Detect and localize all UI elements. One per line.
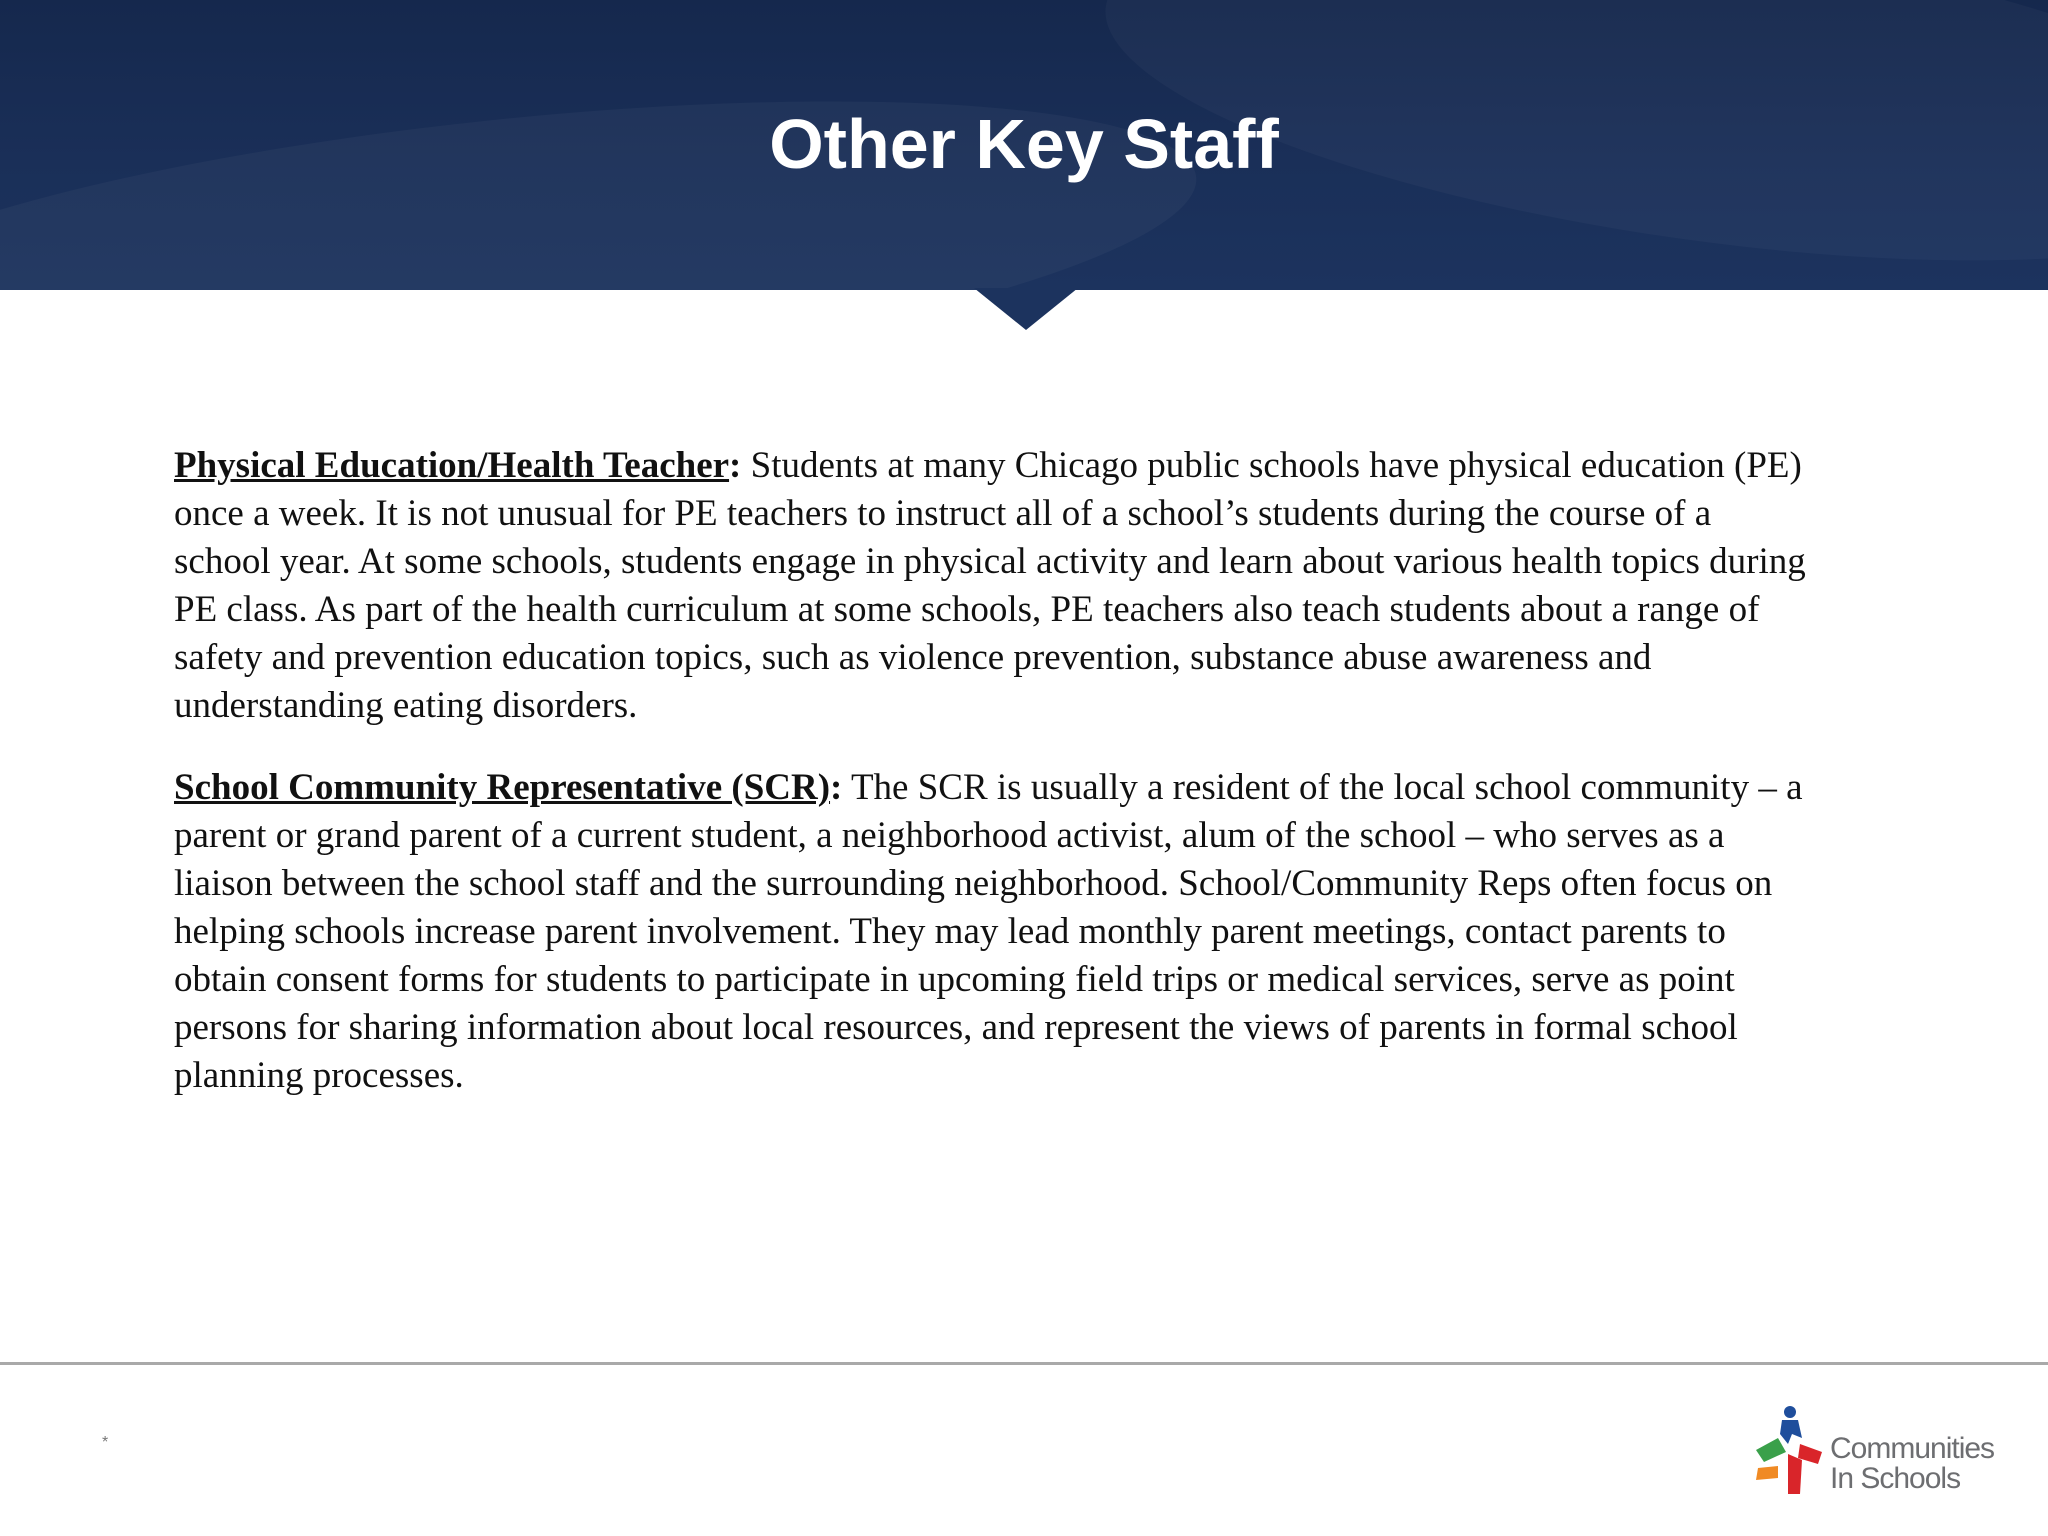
section-term: School Community Representative (SCR) [174,767,831,808]
logo-wordmark [1830,1434,1994,1494]
footnote-marker: * [102,1434,109,1451]
footer-divider [0,1362,2048,1365]
section-pe-teacher [174,442,1814,730]
header-notch [974,288,1078,330]
section-colon: : [830,767,843,808]
section-term: Physical Education/Health Teacher [174,445,730,486]
communities-in-schools-logo [1748,1404,2008,1504]
section-body: The SCR is usually a resident of the local school community – a parent or grand parent of a current student, a neighborhood activist, alum of the school – who serves as a liaison between the school staff and the surrounding neighborhood. School/Community Reps often focus on helping schools increase parent involvement. They may lead monthly parent meetings, contact parents to obtain consent forms for students to participate in upcoming field trips or medical services, serve as point persons for sharing information about local resources, and represent the views of parents in formal school planning processes. [174,767,1803,1096]
logo-line-2: In Schools [1830,1462,1961,1495]
communities-in-schools-logo-icon [1748,1404,1824,1496]
section-colon: : [729,445,742,486]
section-body: Students at many Chicago public schools have physical education (PE) once a week. It is not unusual for PE teachers to instruct all of a school’s students during the course of a school year. At some schools, students engage in physical activity and learn about various health topics during PE class. As part of the health curriculum at some schools, PE teachers also teach students about a range of safety and prevention education topics, such as violence prevention, substance abuse awareness and understanding eating disorders. [174,445,1806,726]
logo-line-1: Communities [1830,1432,1995,1465]
slide-title: Other Key Staff [769,105,1279,183]
slide-content [174,442,1814,1134]
section-scr [174,764,1814,1100]
